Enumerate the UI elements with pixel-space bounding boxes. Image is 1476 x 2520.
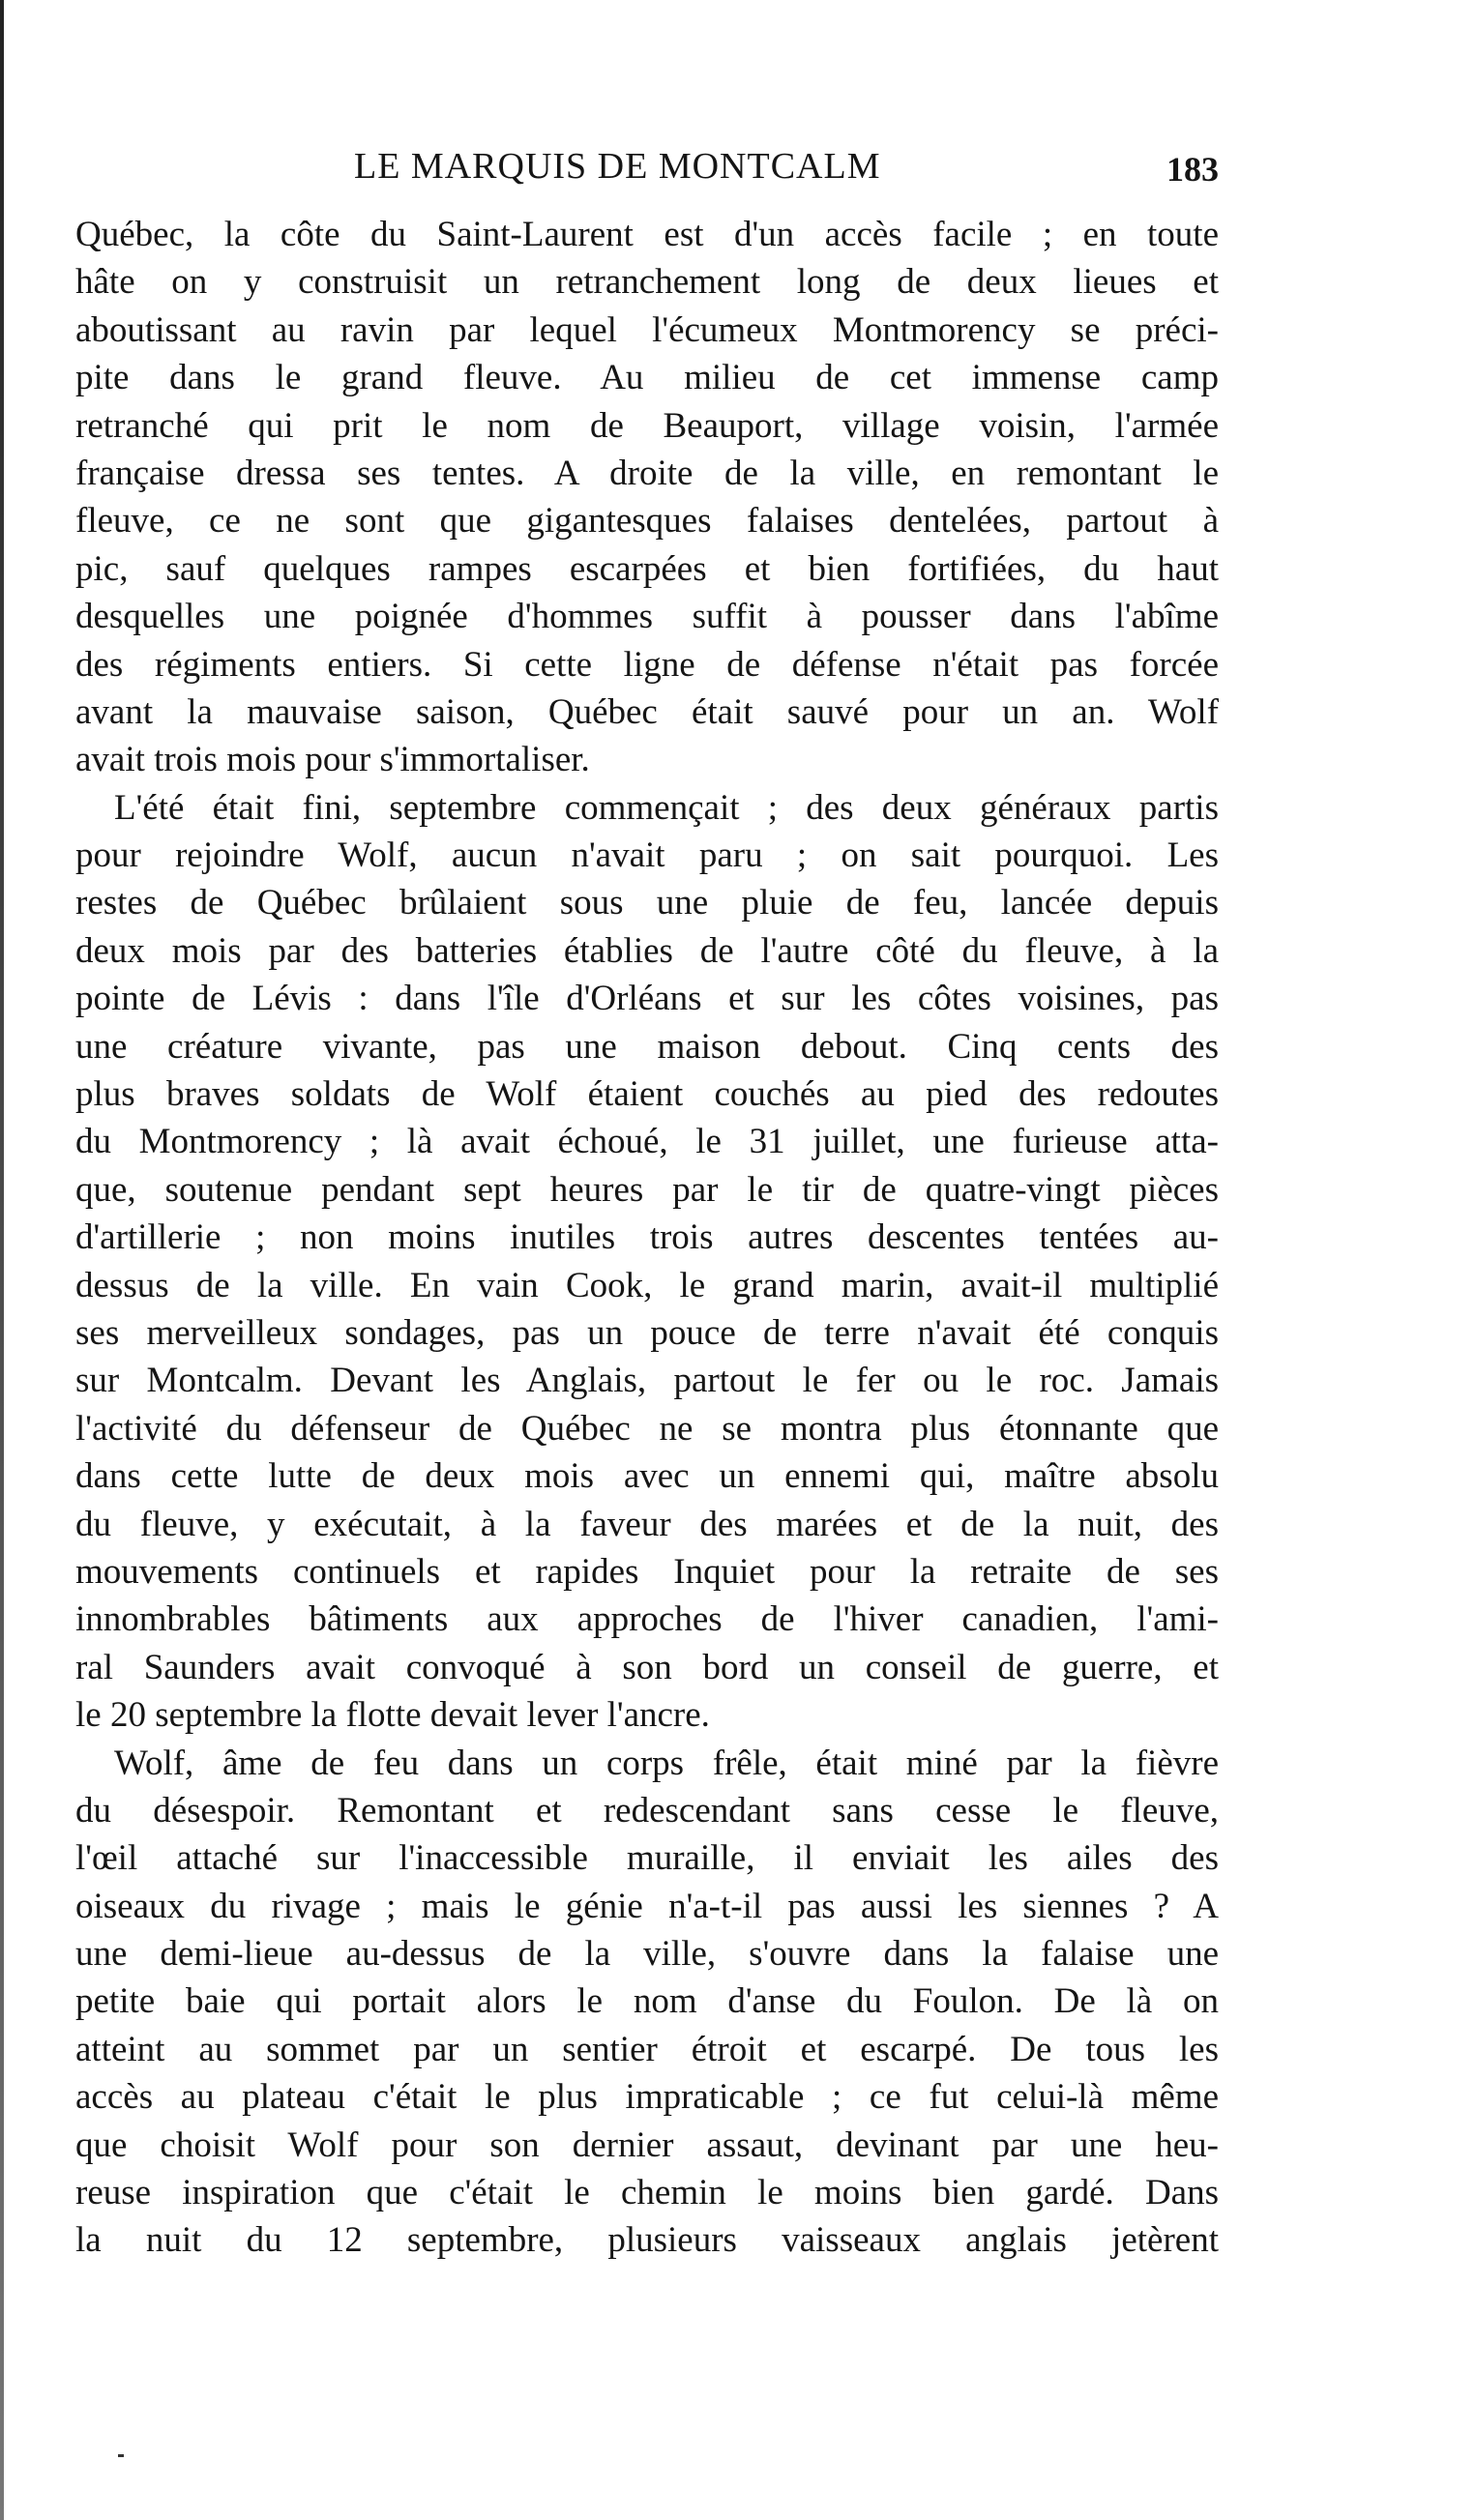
running-head <box>75 145 1219 203</box>
running-title: LE MARQUIS DE MONTCALM <box>354 146 881 187</box>
text-line: atteint au sommet par un sentier étroit et escarpé. De tous les <box>75 2029 1219 2069</box>
text-line: hâte on y construisit un retranchement long de deux lieues et <box>75 262 1219 303</box>
text-line: une créature vivante, pas une maison debout. Cinq cents des <box>75 1026 1219 1067</box>
page-number: 183 <box>1166 150 1219 189</box>
text-line: innombrables bâtiments aux approches de l'hiver canadien, l'ami- <box>75 1599 1219 1640</box>
text-line: petite baie qui portait alors le nom d'anse du Foulon. De là on <box>75 1981 1219 2022</box>
paragraph-start-line: L'été était fini, septembre commençait ; des deux généraux partis <box>114 787 1219 828</box>
text-line: Québec, la côte du Saint-Laurent est d'un accès facile ; en toute <box>75 215 1219 254</box>
book-page <box>75 145 1219 2265</box>
text-line: pointe de Lévis : dans l'île d'Orléans et sur les côtes voisines, pas <box>75 979 1219 1019</box>
text-line: avant la mauvaise saison, Québec était sauvé pour un an. Wolf <box>75 691 1219 732</box>
page-binding-edge <box>0 0 4 2520</box>
text-line: une demi-lieue au-dessus de la ville, s'ouvre dans la falaise une <box>75 1934 1219 1975</box>
text-line: que choisit Wolf pour son dernier assaut, devinant par une heu- <box>75 2124 1219 2165</box>
text-line: mouvements continuels et rapides Inquiet pour la retraite de ses <box>75 1551 1219 1592</box>
text-line: accès au plateau c'était le plus impraticable ; ce fut celui-là même <box>75 2077 1219 2118</box>
text-line: d'artillerie ; non moins inutiles trois autres descentes tentées au- <box>75 1217 1219 1258</box>
text-line: que, soutenue pendant sept heures par le tir de quatre-vingt pièces <box>75 1169 1219 1210</box>
text-line: du fleuve, y exécutait, à la faveur des marées et de la nuit, des <box>75 1504 1219 1544</box>
text-line: du Montmorency ; là avait échoué, le 31 juillet, une furieuse atta- <box>75 1122 1219 1162</box>
text-line: pite dans le grand fleuve. Au milieu de cet immense camp <box>75 358 1219 398</box>
text-line: sur Montcalm. Devant les Anglais, partout le fer ou le roc. Jamais <box>75 1361 1219 1401</box>
text-line: le 20 septembre la flotte devait lever l'ancre. <box>75 1695 710 1736</box>
text-line: la nuit du 12 septembre, plusieurs vaisseaux anglais jetèrent <box>75 2220 1219 2261</box>
paragraph-start-line: Wolf, âme de feu dans un corps frêle, était miné par la fièvre <box>114 1743 1219 1783</box>
text-line: du désespoir. Remontant et redescendant sans cesse le fleuve, <box>75 1790 1219 1831</box>
text-line: fleuve, ce ne sont que gigantesques falaises dentelées, partout à <box>75 501 1219 542</box>
text-line: reuse inspiration que c'était le chemin le moins bien gardé. Dans <box>75 2173 1219 2213</box>
text-line: retranché qui prit le nom de Beauport, village voisin, l'armée <box>75 405 1219 446</box>
text-line: restes de Québec brûlaient sous une pluie de feu, lancée depuis <box>75 883 1219 923</box>
body-text <box>75 211 1219 2265</box>
text-line: dessus de la ville. En vain Cook, le grand marin, avait-il multiplié <box>75 1265 1219 1305</box>
text-line: desquelles une poignée d'hommes suffit à pousser dans l'abîme <box>75 597 1219 637</box>
text-line: l'œil attaché sur l'inaccessible muraille, il enviait les ailes des <box>75 1838 1219 1879</box>
text-line: plus braves soldats de Wolf étaient couchés au pied des redoutes <box>75 1074 1219 1115</box>
text-line: des régiments entiers. Si cette ligne de défense n'était pas forcée <box>75 644 1219 685</box>
text-line: avait trois mois pour s'immortaliser. <box>75 740 590 780</box>
text-line: ses merveilleux sondages, pas un pouce de terre n'avait été conquis <box>75 1312 1219 1353</box>
text-line: l'activité du défenseur de Québec ne se montra plus étonnante que <box>75 1408 1219 1449</box>
page-speck <box>118 2454 124 2457</box>
text-line: dans cette lutte de deux mois avec un ennemi qui, maître absolu <box>75 1456 1219 1497</box>
text-line: française dressa ses tentes. A droite de la ville, en remontant le <box>75 453 1219 493</box>
text-line: oiseaux du rivage ; mais le génie n'a-t-il pas aussi les siennes ? A <box>75 1886 1219 1926</box>
text-line: pour rejoindre Wolf, aucun n'avait paru ; on sait pourquoi. Les <box>75 835 1219 876</box>
text-line: deux mois par des batteries établies de l'autre côté du fleuve, à la <box>75 930 1219 971</box>
text-line: ral Saunders avait convoqué à son bord un conseil de guerre, et <box>75 1647 1219 1687</box>
text-line: aboutissant au ravin par lequel l'écumeux Montmorency se préci- <box>75 309 1219 350</box>
text-line: pic, sauf quelques rampes escarpées et bien fortifiées, du haut <box>75 548 1219 589</box>
